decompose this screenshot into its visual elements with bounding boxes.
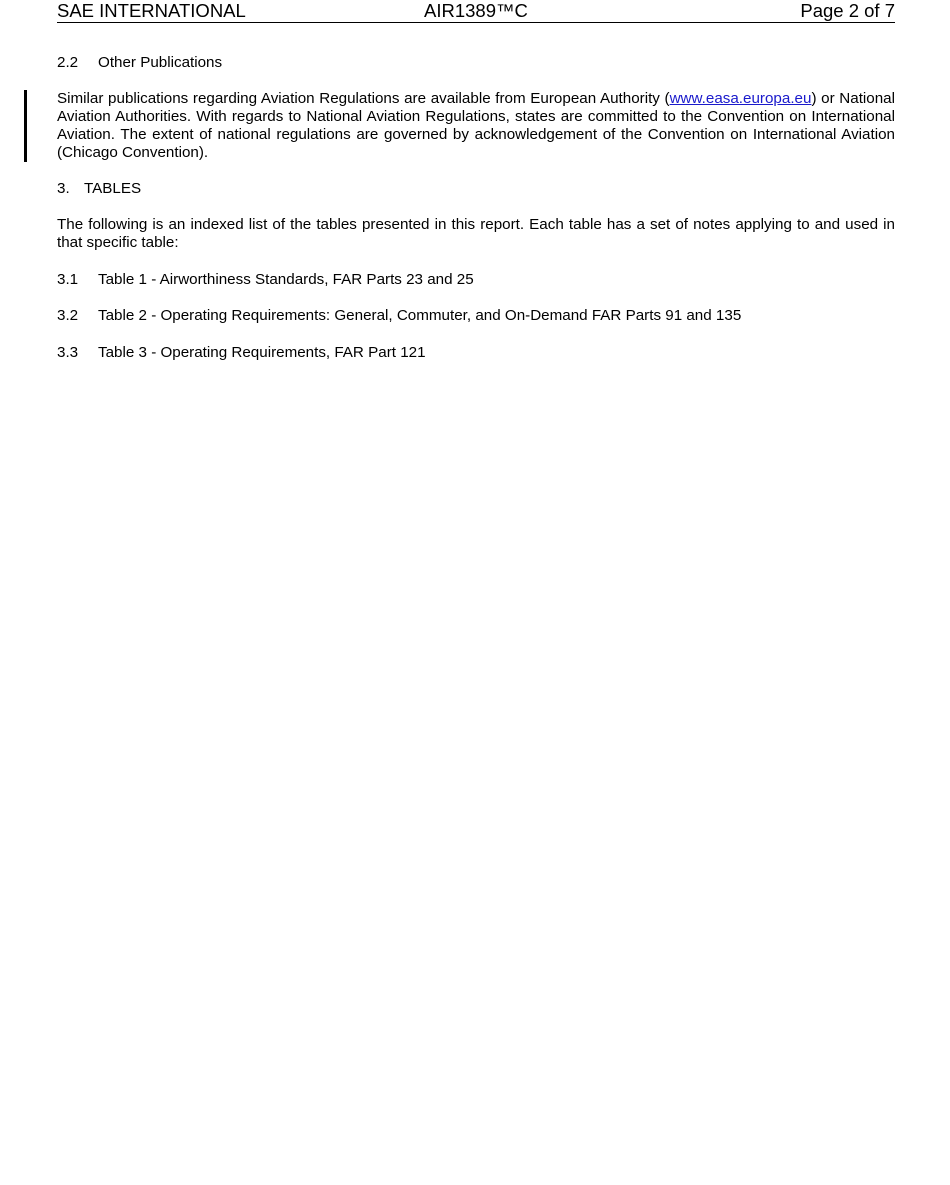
- page-header: [57, 0, 895, 23]
- section-3-heading: [57, 180, 142, 198]
- section-3-title: TABLES: [84, 180, 142, 197]
- header-organization: SAE INTERNATIONAL: [57, 0, 246, 21]
- header-document-id: AIR1389™C: [424, 0, 528, 21]
- revision-change-bar: [24, 90, 27, 162]
- list-item-number: 3.1: [57, 271, 79, 288]
- list-item: [57, 307, 742, 325]
- list-item-number: 3.2: [57, 307, 79, 324]
- section-2-2-number: 2.2: [57, 54, 79, 71]
- list-item-text: Table 2 - Operating Requirements: General, Commuter, and On-Demand FAR Parts 91 and 135: [98, 307, 742, 324]
- list-item: [57, 271, 474, 289]
- section-2-2-heading: [57, 54, 223, 72]
- section-3-number: 3.: [57, 180, 70, 197]
- easa-website-link[interactable]: www.easa.europa.eu: [669, 90, 812, 107]
- paragraph-text-start: Similar publications regarding Aviation Regulations are available from European Authority (: [57, 90, 670, 107]
- list-item-text: Table 3 - Operating Requirements, FAR Part 121: [98, 344, 426, 361]
- list-item: [57, 344, 426, 362]
- paragraph-text-end: ) or National Aviation Authorities. With regards to National Aviation Regulations, states are committed to the Convention on International Aviation. The extent of national regulations are governed by acknowledgement of the Convention on International Aviation (Chicago Convention).: [57, 90, 895, 161]
- list-item-number: 3.3: [57, 344, 79, 361]
- section-2-2-title: Other Publications: [98, 54, 223, 71]
- section-3-intro: The following is an indexed list of the tables presented in this report. Each table has a set of notes applying to and used in that specific table:: [57, 216, 895, 251]
- list-item-text: Table 1 - Airworthiness Standards, FAR Parts 23 and 25: [98, 271, 474, 288]
- section-2-2-paragraph: [57, 90, 895, 162]
- header-page-number: Page 2 of 7: [800, 0, 895, 21]
